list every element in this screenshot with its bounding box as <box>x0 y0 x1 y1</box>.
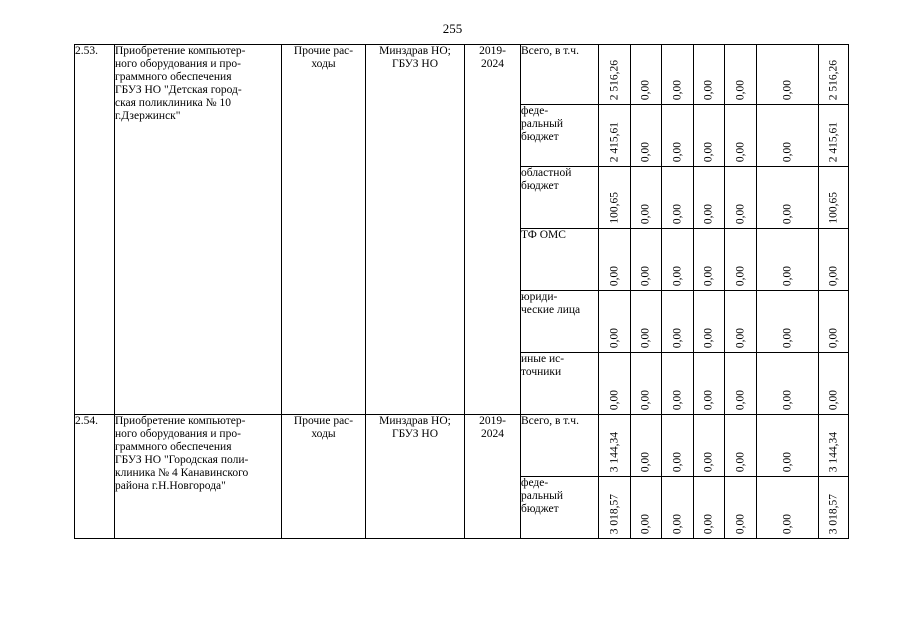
value-text: 0,00 <box>781 451 793 472</box>
value-cell <box>819 477 849 539</box>
value-cell <box>599 353 631 415</box>
period-line: 2019- <box>479 45 506 57</box>
value-text: 3 018,57 <box>827 493 839 534</box>
value-text: 0,00 <box>671 327 683 348</box>
funding-source-line: бюджет <box>521 180 559 192</box>
value-cell <box>662 45 694 105</box>
value-cell <box>631 477 662 539</box>
funding-source <box>521 45 599 105</box>
value-cell <box>631 415 662 477</box>
value-text: 0,00 <box>639 203 652 224</box>
value-text: 0,00 <box>671 203 683 224</box>
funding-source <box>521 415 599 477</box>
item-name-line: ская поликлиника № 10 <box>115 97 231 109</box>
value-text: 0,00 <box>781 265 793 286</box>
executor-line: Минздрав НО; <box>379 45 451 57</box>
value-cell <box>725 167 757 229</box>
value-text: 0,00 <box>734 451 746 472</box>
value-cell <box>725 353 757 415</box>
item-number: 2.53. <box>75 45 115 415</box>
item-name-line: граммного обеспечения <box>115 71 232 83</box>
value-cell <box>662 167 694 229</box>
value-cell <box>725 477 757 539</box>
value-text: 0,00 <box>639 327 652 348</box>
value-cell <box>694 291 725 353</box>
value-cell <box>819 229 849 291</box>
value-cell <box>599 167 631 229</box>
period-line: 2024 <box>481 428 504 440</box>
value-text: 0,00 <box>781 513 793 534</box>
item-name-line: района г.Н.Новгорода" <box>115 480 226 492</box>
value-text: 0,00 <box>639 513 652 534</box>
value-text: 0,00 <box>608 265 620 286</box>
value-cell <box>631 45 662 105</box>
funding-source <box>521 105 599 167</box>
value-cell <box>757 291 819 353</box>
funding-source-line: областной <box>521 167 572 179</box>
funding-source-line: ральный <box>521 118 563 130</box>
value-cell <box>757 415 819 477</box>
value-text: 0,00 <box>639 265 652 286</box>
value-text: 0,00 <box>734 327 746 348</box>
value-text: 0,00 <box>702 389 715 410</box>
value-cell <box>694 229 725 291</box>
executor-line: Минздрав НО; <box>379 415 451 427</box>
funding-source-line: ТФ ОМС <box>521 229 566 241</box>
value-cell <box>757 45 819 105</box>
value-text: 0,00 <box>734 265 746 286</box>
value-cell <box>631 229 662 291</box>
funding-source-line: ральный <box>521 490 563 502</box>
value-cell <box>819 291 849 353</box>
value-text: 0,00 <box>639 141 652 162</box>
value-cell <box>694 105 725 167</box>
page-number: 255 <box>442 21 463 36</box>
funding-source-line: ческие лица <box>521 304 581 316</box>
value-cell <box>819 415 849 477</box>
budget-table <box>74 44 849 539</box>
value-text: 0,00 <box>671 265 683 286</box>
funding-source <box>521 477 599 539</box>
value-cell <box>757 229 819 291</box>
value-text: 0,00 <box>734 79 746 100</box>
funding-source-line: иные ис- <box>521 353 565 365</box>
item-name-line: Приобретение компьютер- <box>115 45 246 57</box>
period-line: 2024 <box>481 58 504 70</box>
funding-source-line: точники <box>521 366 562 378</box>
value-cell <box>819 353 849 415</box>
value-cell <box>662 415 694 477</box>
value-cell <box>662 105 694 167</box>
value-text: 0,00 <box>781 327 793 348</box>
executor-line: ГБУЗ НО <box>391 58 439 70</box>
funding-source-line: феде- <box>521 105 549 117</box>
value-text: 3 018,57 <box>608 493 620 534</box>
value-text: 0,00 <box>608 389 620 410</box>
period <box>465 45 521 415</box>
value-text: 0,00 <box>671 451 683 472</box>
value-text: 0,00 <box>639 79 652 100</box>
funding-source-line: бюджет <box>521 503 559 515</box>
funding-source-line: Всего, в т.ч. <box>521 45 579 57</box>
value-text: 0,00 <box>702 265 715 286</box>
value-text: 0,00 <box>702 513 715 534</box>
table-row <box>75 45 849 105</box>
period <box>465 415 521 539</box>
value-text: 0,00 <box>702 203 715 224</box>
value-cell <box>819 167 849 229</box>
item-name-line: клиника № 4 Канавинского <box>115 467 249 479</box>
item-name-line: ного оборудования и про- <box>115 428 241 440</box>
value-cell <box>662 477 694 539</box>
value-text: 0,00 <box>734 513 746 534</box>
expense-type-line: ходы <box>311 428 336 440</box>
funding-source-line: бюджет <box>521 131 559 143</box>
table-row <box>75 415 849 477</box>
value-text: 0,00 <box>827 327 839 348</box>
value-cell <box>631 105 662 167</box>
executor <box>366 415 465 539</box>
value-text: 0,00 <box>734 141 746 162</box>
value-cell <box>599 291 631 353</box>
expense-type-line: Прочие рас- <box>293 45 354 57</box>
value-text: 0,00 <box>781 79 793 100</box>
value-text: 100,65 <box>608 192 620 224</box>
executor <box>366 45 465 415</box>
value-cell <box>599 477 631 539</box>
value-cell <box>725 105 757 167</box>
value-text: 0,00 <box>734 389 746 410</box>
value-text: 0,00 <box>702 141 715 162</box>
value-cell <box>694 415 725 477</box>
value-cell <box>662 353 694 415</box>
value-cell <box>599 415 631 477</box>
value-text: 0,00 <box>608 327 620 348</box>
value-text: 0,00 <box>827 389 839 410</box>
funding-source <box>521 229 599 291</box>
value-cell <box>819 105 849 167</box>
value-cell <box>757 353 819 415</box>
funding-source-line: юриди- <box>521 291 558 303</box>
item-name-line: ного оборудования и про- <box>115 58 241 70</box>
value-text: 0,00 <box>671 513 683 534</box>
value-text: 0,00 <box>781 203 793 224</box>
item-name <box>115 45 282 415</box>
value-cell <box>599 229 631 291</box>
item-name-line: граммного обеспечения <box>115 441 232 453</box>
item-name-line: Приобретение компьютер- <box>115 415 246 427</box>
expense-type <box>282 415 366 539</box>
value-cell <box>694 353 725 415</box>
value-cell <box>694 477 725 539</box>
value-text: 0,00 <box>671 79 683 100</box>
value-cell <box>694 45 725 105</box>
value-text: 0,00 <box>702 327 715 348</box>
value-text: 0,00 <box>827 265 839 286</box>
executor-line: ГБУЗ НО <box>391 428 439 440</box>
item-number: 2.54. <box>75 415 115 539</box>
value-cell <box>631 291 662 353</box>
funding-source <box>521 291 599 353</box>
value-text: 2 516,26 <box>827 59 839 100</box>
value-cell <box>725 45 757 105</box>
value-text: 0,00 <box>671 141 683 162</box>
value-text: 2 415,61 <box>827 121 839 162</box>
funding-source <box>521 353 599 415</box>
funding-source-line: феде- <box>521 477 549 489</box>
value-cell <box>819 45 849 105</box>
expense-type-line: Прочие рас- <box>293 415 354 427</box>
value-cell <box>757 477 819 539</box>
value-cell <box>662 291 694 353</box>
value-text: 0,00 <box>734 203 746 224</box>
period-line: 2019- <box>479 415 506 427</box>
expense-type-line: ходы <box>311 58 336 70</box>
value-text: 3 144,34 <box>827 431 839 472</box>
value-cell <box>757 167 819 229</box>
value-text: 100,65 <box>827 192 839 224</box>
value-cell <box>631 353 662 415</box>
value-cell <box>599 105 631 167</box>
expense-type <box>282 45 366 415</box>
funding-source <box>521 167 599 229</box>
value-cell <box>694 167 725 229</box>
value-text: 0,00 <box>781 141 793 162</box>
value-text: 0,00 <box>781 389 793 410</box>
value-cell <box>662 229 694 291</box>
value-text: 3 144,34 <box>608 431 620 472</box>
value-cell <box>725 415 757 477</box>
value-text: 0,00 <box>639 389 652 410</box>
item-name-line: ГБУЗ НО "Городская поли- <box>115 454 249 466</box>
item-name <box>115 415 282 539</box>
item-name-line: ГБУЗ НО "Детская город- <box>115 84 242 96</box>
value-cell <box>725 229 757 291</box>
value-text: 0,00 <box>702 451 715 472</box>
value-text: 2 516,26 <box>608 59 620 100</box>
item-name-line: г.Дзержинск" <box>115 110 181 122</box>
value-text: 0,00 <box>671 389 683 410</box>
value-cell <box>757 105 819 167</box>
value-cell <box>725 291 757 353</box>
funding-source-line: Всего, в т.ч. <box>521 415 579 427</box>
value-cell <box>599 45 631 105</box>
value-text: 0,00 <box>639 451 652 472</box>
value-text: 0,00 <box>702 79 715 100</box>
value-text: 2 415,61 <box>608 121 620 162</box>
value-cell <box>631 167 662 229</box>
